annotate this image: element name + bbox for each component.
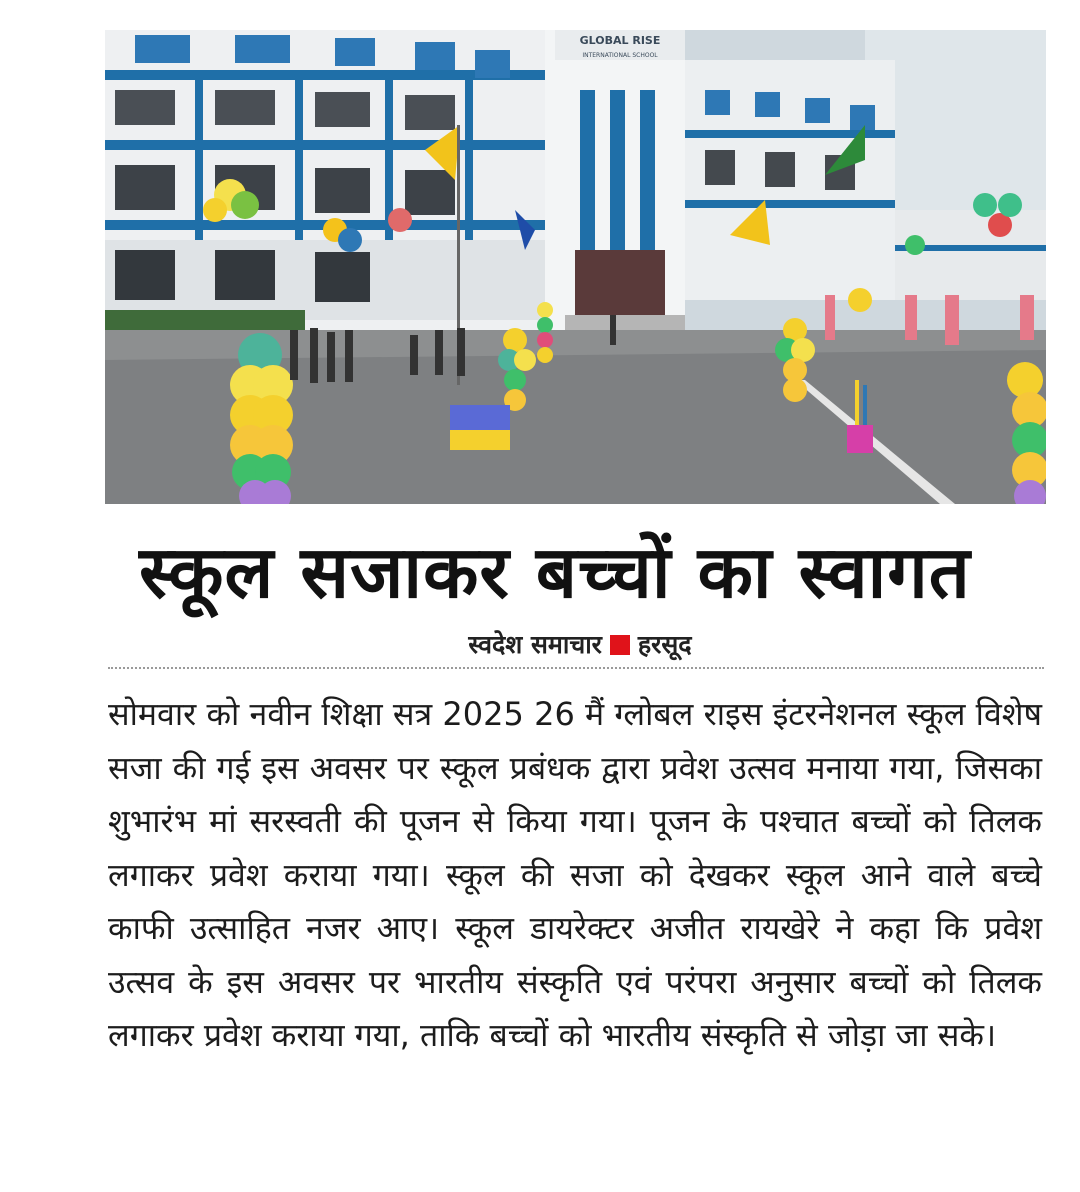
school-sign-text: GLOBAL RISE (579, 34, 661, 47)
byline-source: स्वदेश समाचार (468, 630, 602, 659)
news-photo-school-entrance (105, 30, 1046, 504)
byline (300, 625, 860, 665)
school-sign-subtext: INTERNATIONAL SCHOOL (582, 52, 658, 59)
article-body: सोमवार को नवीन शिक्षा सत्र 2025 26 मैं ग्लोबल राइस इंटरनेशनल स्कूल विशेष सजा की गई इस अवसर पर स्कूल प्रबंधक द्वारा प्रवेश उत्सव मनाया गया, जिसका शुभारंभ मां सरस्वती की पूजन से किया गया। पूजन के पश्चात बच्चों को तिलक लगाकर प्रवेश कराया गया। स्कूल की सजा को देखकर स्कूल आने वाले बच्चे काफी उत्साहित नजर आए। स्कूल डायरेक्टर अजीत रायखेरे ने कहा कि प्रवेश उत्सव के इस अवसर पर भारतीय संस्कृति एवं परंपरा अनुसार बच्चों को तिलक लगाकर प्रवेश कराया गया, ताकि बच्चों को भारतीय संस्कृति से जोड़ा जा सके। (108, 695, 1042, 1054)
dotted-divider (108, 667, 1044, 669)
byline-separator-square (610, 635, 630, 655)
byline-place: हरसूद (637, 630, 692, 659)
headline: स्कूल सजाकर बच्चों का स्वागत (139, 530, 971, 614)
